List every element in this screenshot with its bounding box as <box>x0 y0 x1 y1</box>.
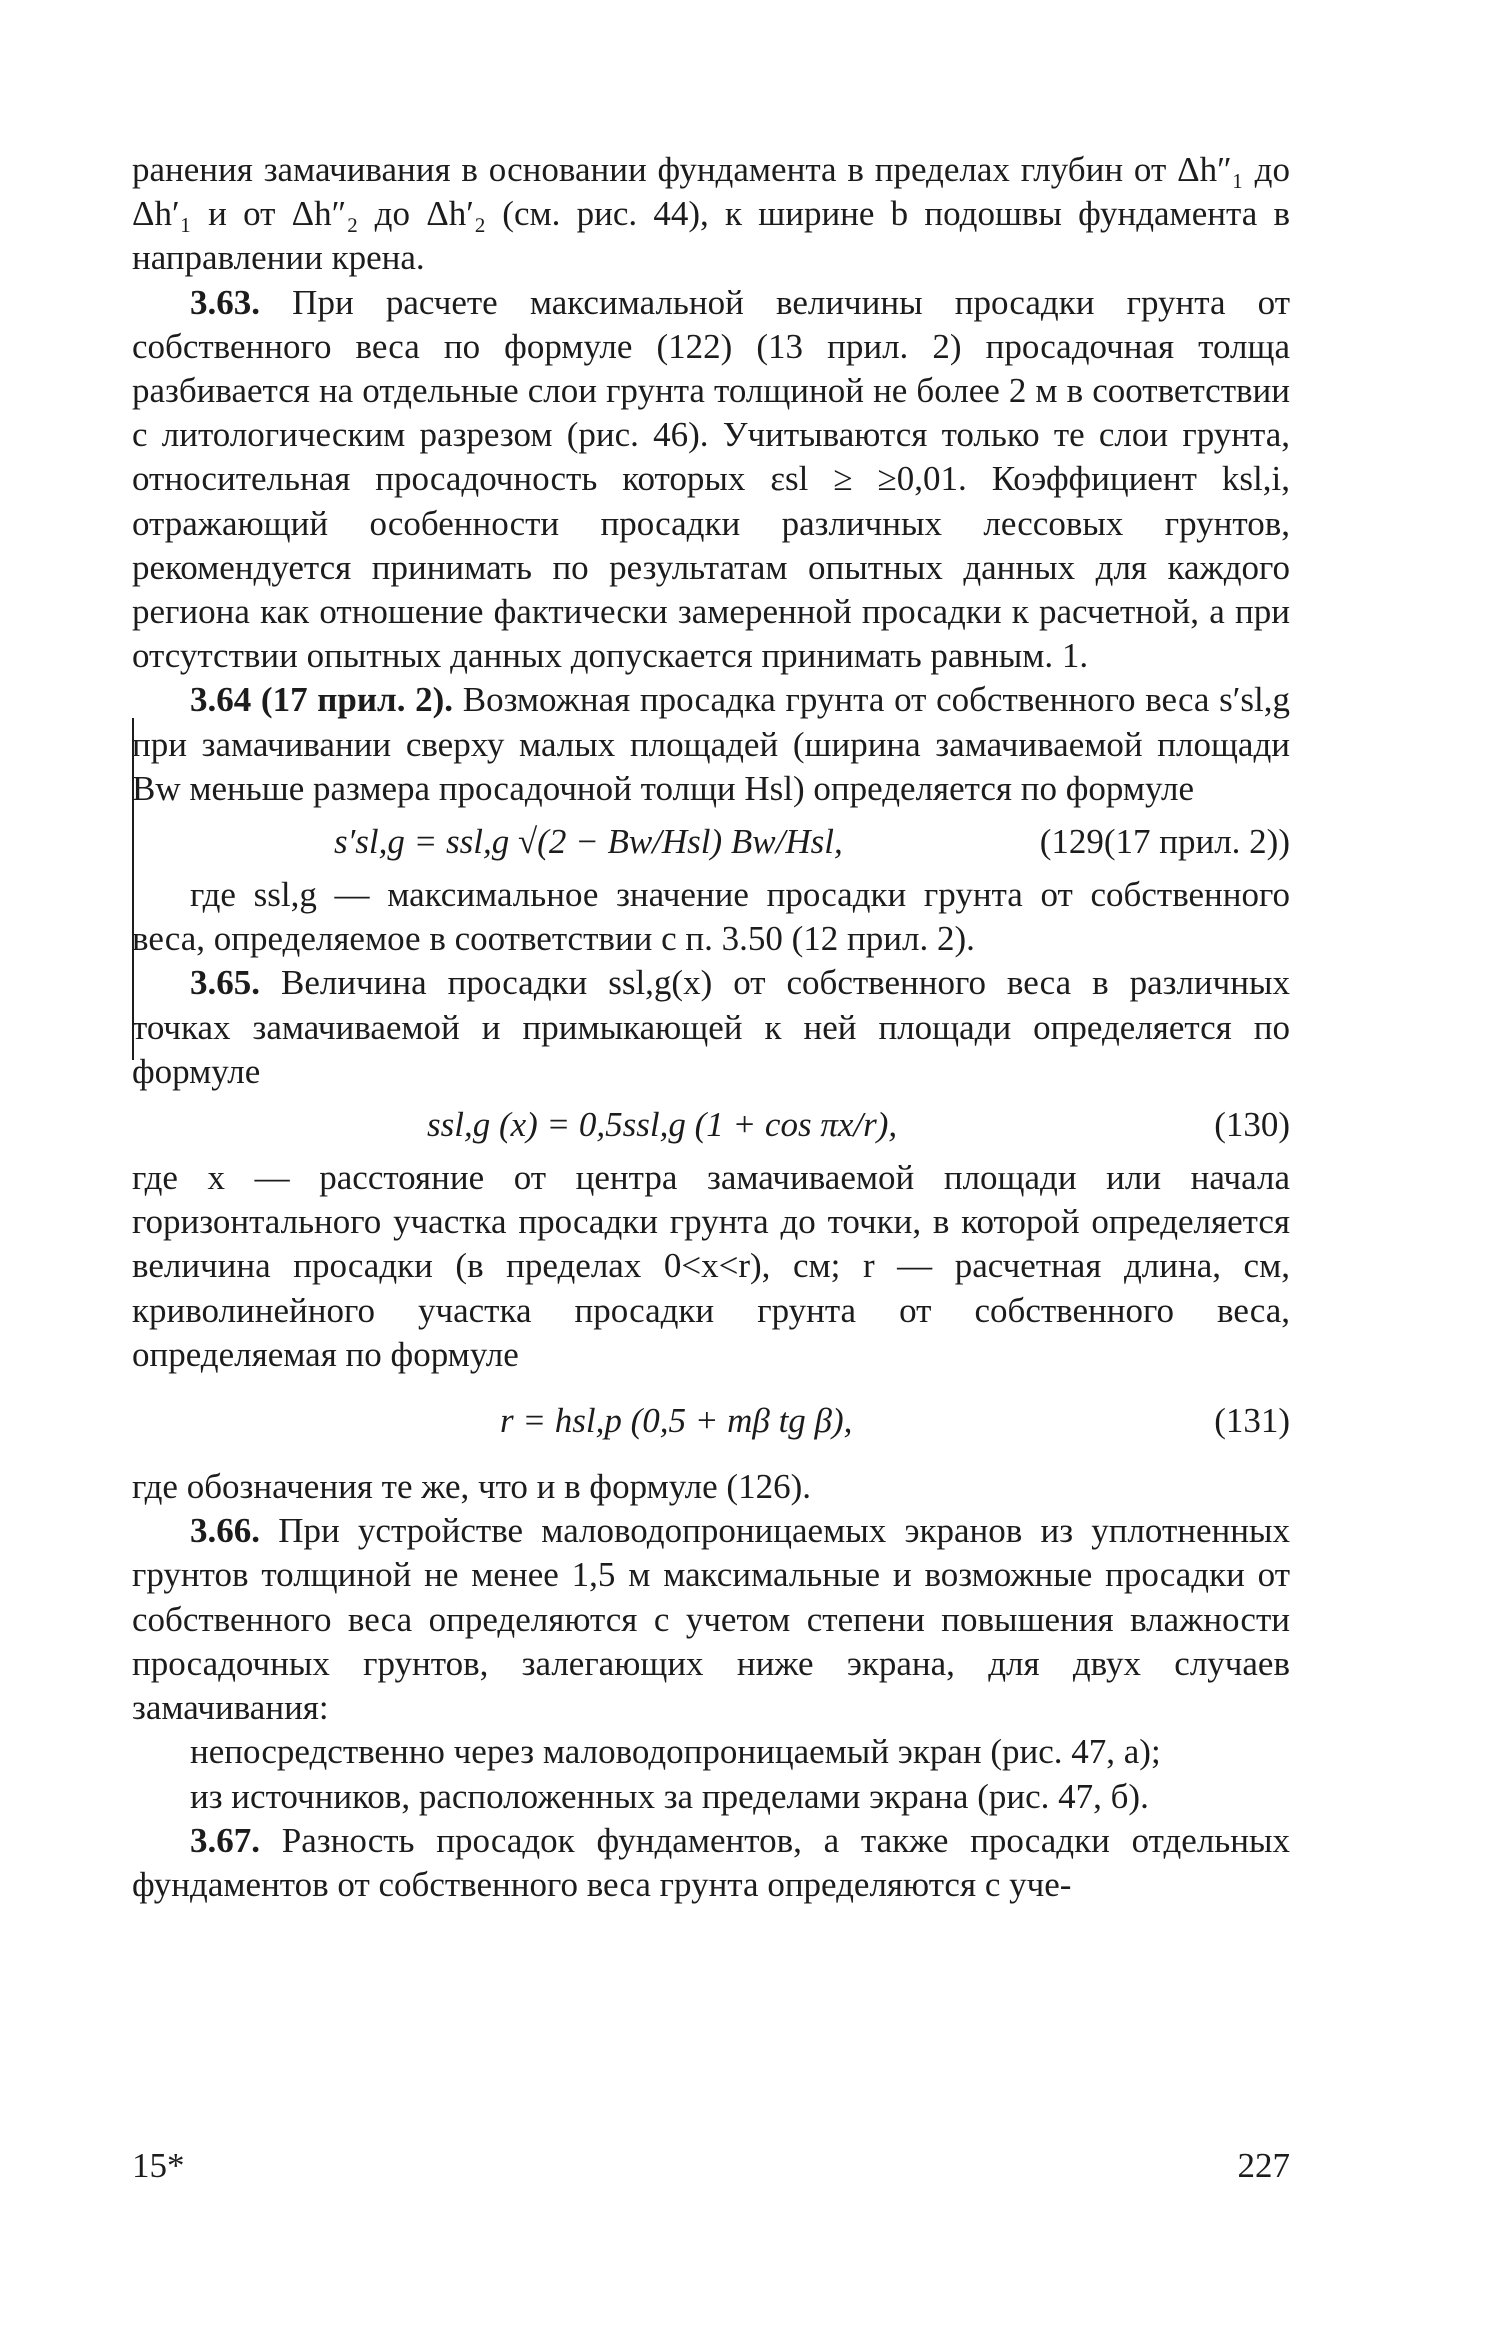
clause-number: 3.67. <box>190 1820 260 1860</box>
formula-130 <box>132 1094 1290 1156</box>
clause-text: Возможная просадка грунта от собственного веса s′sl,g при замачивании сверху малых площадей (ширина замачиваемой площади Bw меньше размера просадочной толщи Hsl) определяется по формуле <box>132 680 1291 808</box>
body-text <box>132 148 1290 1907</box>
formula-expression: ssl,g (x) = 0,5ssl,g (1 + cos πx/r), <box>427 1105 898 1145</box>
page-number: 227 <box>1237 2146 1290 2185</box>
paragraph-crane-continuation: ранения замачивания в основании фундамента в пределах глубин от Δh″₁ до Δh′₁ и от Δh″₂ до Δh′₂ (см. рис. 44), к ширине b подошвы фундамента в направлении крена. <box>132 150 1290 278</box>
formula-129 <box>132 811 1290 873</box>
clause-text: Величина просадки ssl,g(x) от собственного веса в различных точках замачиваемой и примыкающей к ней площади определяется по формуле <box>132 963 1290 1091</box>
paragraph-where-ssl: где ssl,g — максимальное значение просадки грунта от собственного веса, определяемое в соответствии с п. 3.50 (12 прил. 2). <box>132 875 1290 959</box>
clause-text: Разность просадок фундаментов, а также просадки отдельных фундаментов от собственного веса грунта определяются с уче- <box>132 1820 1291 1904</box>
formula-131 <box>132 1377 1290 1465</box>
paragraph-3-65 <box>132 961 1290 1094</box>
paragraph-3-66 <box>132 1509 1290 1730</box>
list-item-case-a: непосредственно через маловодопроницаемый экран (рис. 47, а); <box>190 1732 1161 1772</box>
formula-expression: r = hsl,p (0,5 + mβ tg β), <box>500 1401 853 1441</box>
formula-number: (130) <box>1214 1105 1290 1145</box>
clause-number: 3.66. <box>190 1511 260 1551</box>
list-item-case-b: из источников, расположенных за пределами экрана (рис. 47, б). <box>190 1776 1149 1816</box>
clause-text: При устройстве маловодопроницаемых экранов из уплотненных грунтов толщиной не менее 1,5 м максимальные и возможные просадки от собственного веса определяются с учетом степени повышения влажности просадочных грунтов, залегающих ниже экрана, для двух случаев замачивания: <box>132 1511 1290 1728</box>
paragraph-3-64 <box>132 678 1290 811</box>
paragraph-3-63 <box>132 281 1290 679</box>
formula-number: (129(17 прил. 2)) <box>1039 822 1290 862</box>
paragraph-notation: где обозначения те же, что и в формуле (126). <box>132 1467 811 1507</box>
clause-text: При расчете максимальной величины просадки грунта от собственного веса по формуле (122) (13 прил. 2) просадочная толща разбивается на отдельные слои грунта толщиной не более 2 м в соответствии с литологическим разрезом (рис. 46). Учитываются только те слои грунта, относительная просадочность которых εsl ≥ ≥0,01. Коэффициент ksl,i, отражающий особенности просадки различных лессовых грунтов, рекомендуется принимать по результатам опытных данных для каждого региона как отношение фактически замеренной просадки к расчетной, а при отсутствии опытных данных допускается принимать равным. 1. <box>132 282 1291 676</box>
formula-expression: s′sl,g = ssl,g √(2 − Bw/Hsl) Bw/Hsl, <box>334 822 843 862</box>
clause-number: 3.63. <box>190 282 260 322</box>
formula-number: (131) <box>1214 1401 1290 1441</box>
paragraph-3-67 <box>132 1819 1290 1907</box>
clause-number: 3.65. <box>190 963 260 1003</box>
paragraph-where-x: где x — расстояние от центра замачиваемой площади или начала горизонтального участка просадки грунта до точки, в которой определяется величина просадки (в пределах 0<x<r), см; r — расчетная длина, см, криволинейного участка просадки грунта от собственного веса, определяемая по формуле <box>132 1158 1290 1374</box>
clause-number: 3.64 (17 прил. 2). <box>190 680 454 720</box>
signature-mark: 15* <box>132 2146 185 2185</box>
